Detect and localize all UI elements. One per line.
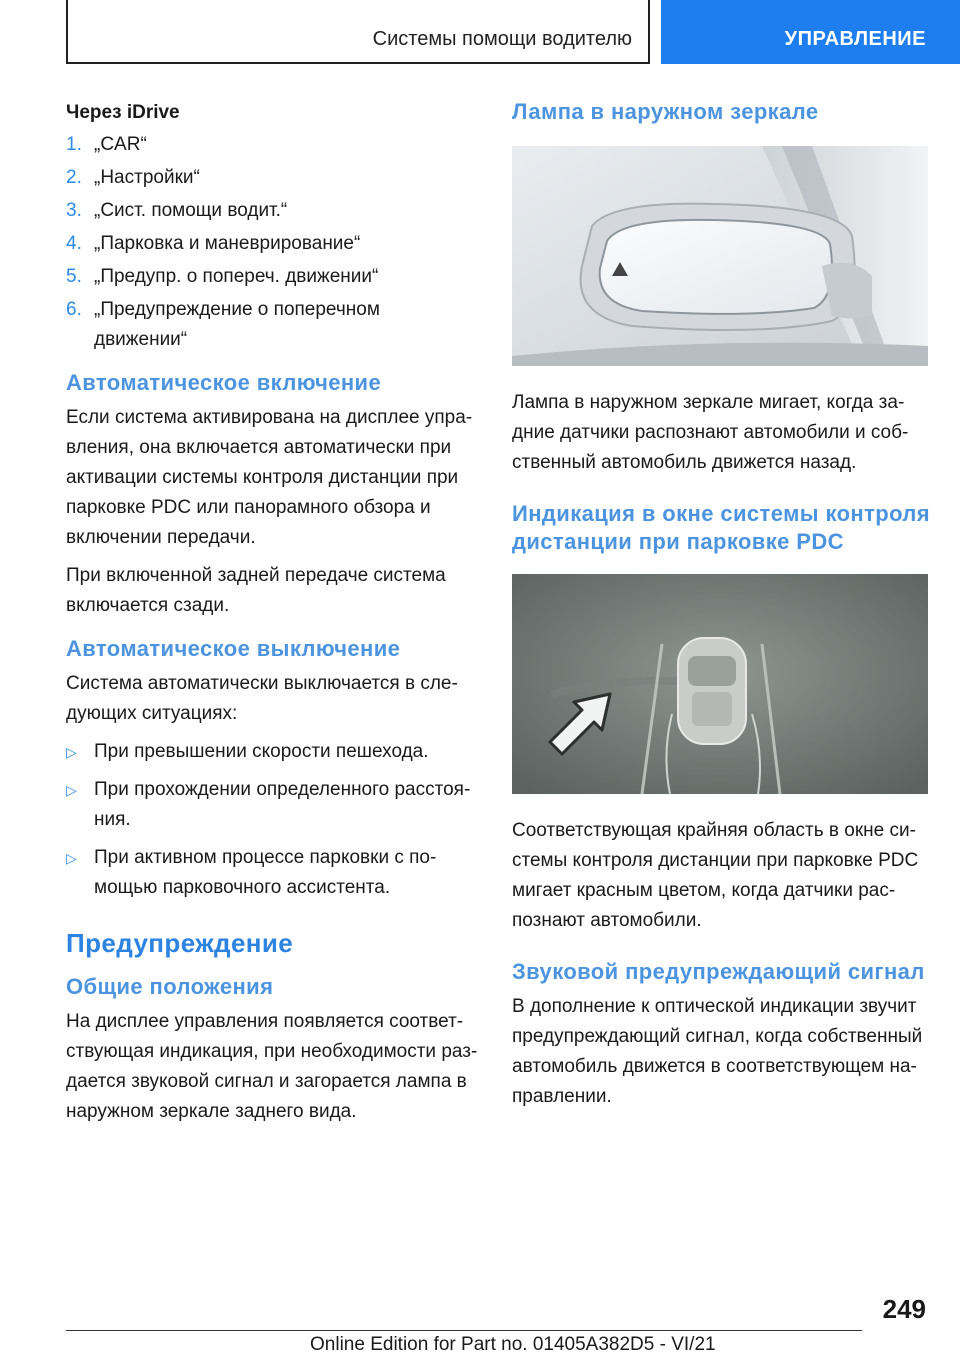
idrive-heading: Через iDrive [66, 102, 180, 123]
auto-off-intro: Система автоматически выключается в следующих ситуациях: [66, 673, 458, 724]
footer-edition: Online Edition for Part no. 01405A382D5 - VI/21 [310, 1334, 716, 1355]
sound-heading: Звуковой предупреждающий сигнал [512, 959, 925, 984]
side-mirror-image [512, 146, 928, 366]
triangle-bullet-icon: ▷ [66, 850, 77, 866]
auto-on-paragraph-reverse: При включенной задней передаче система включается сзади. [66, 565, 446, 616]
header-chapter-label: УПРАВЛЕНИЕ [784, 28, 926, 50]
pdc-view-image [512, 574, 928, 794]
mirror-lamp-illustration [512, 146, 928, 366]
warning-heading: Предупреждение [66, 928, 294, 958]
list-item: ▷ При прохождении определенного расстояния. [66, 775, 478, 835]
step-item: 4. „Парковка и маневрирование“ [66, 233, 361, 254]
general-heading: Общие положения [66, 974, 274, 999]
list-item: ▷ При превышении скорости пешехода. [66, 737, 478, 767]
triangle-bullet-icon: ▷ [66, 782, 77, 798]
pdc-display-illustration [512, 574, 928, 794]
list-item: ▷ При активном процессе парковки с помощью парковочного ассистента. [66, 843, 478, 903]
step-item: 1. „CAR“ [66, 134, 147, 155]
sound-paragraph: В дополнение к оптической индикации звучит предупреждающий сигнал, когда собственный автомобиль движется в соответствующем направлении. [512, 996, 923, 1107]
step-item: 5. „Предупр. о попереч. движении“ [66, 266, 379, 287]
header-section-box [66, 0, 650, 64]
general-paragraph: На дисплее управления появляется соответствующая индикация, при необходимости раздается звуковой сигнал и загорается лампа в наружном зеркале заднего вида. [66, 1011, 478, 1122]
idrive-steps [66, 130, 478, 355]
left-column [66, 98, 478, 1135]
auto-off-list [66, 737, 478, 903]
step-item: 3. „Сист. помощи водит.“ [66, 200, 288, 221]
auto-on-paragraph: Если система активирована на дисплее управления, она включается автоматически при активации системы контроля дистанции при парковке PDC или панорамного обзора и включении передачи. [66, 407, 473, 548]
auto-on-heading: Автоматическое включение [66, 370, 382, 395]
header-section-title: Системы помощи водителю [372, 28, 632, 50]
pdc-heading: Индикация в окне системы контроля дистанции при парковке PDC [512, 501, 931, 554]
page-number: 249 [882, 1294, 926, 1324]
mirror-lamp-paragraph: Лампа в наружном зеркале мигает, когда задние датчики распознают автомобили и собственный автомобиль движется назад. [512, 392, 909, 473]
header-chapter-tab [661, 0, 960, 64]
footer-divider [66, 1330, 862, 1331]
step-item: 2. „Настройки“ [66, 167, 200, 188]
pdc-paragraph: Соответствующая крайняя область в окне системы контроля дистанции при парковке PDC мигает красным цветом, когда датчики распознают автомобили. [512, 820, 919, 931]
right-column [512, 98, 930, 1120]
step-item: 6. „Предупреждение о поперечном движении“ [66, 299, 380, 350]
auto-off-heading: Автоматическое выключение [66, 636, 401, 661]
triangle-bullet-icon: ▷ [66, 744, 77, 760]
mirror-lamp-heading: Лампа в наружном зеркале [512, 99, 819, 124]
